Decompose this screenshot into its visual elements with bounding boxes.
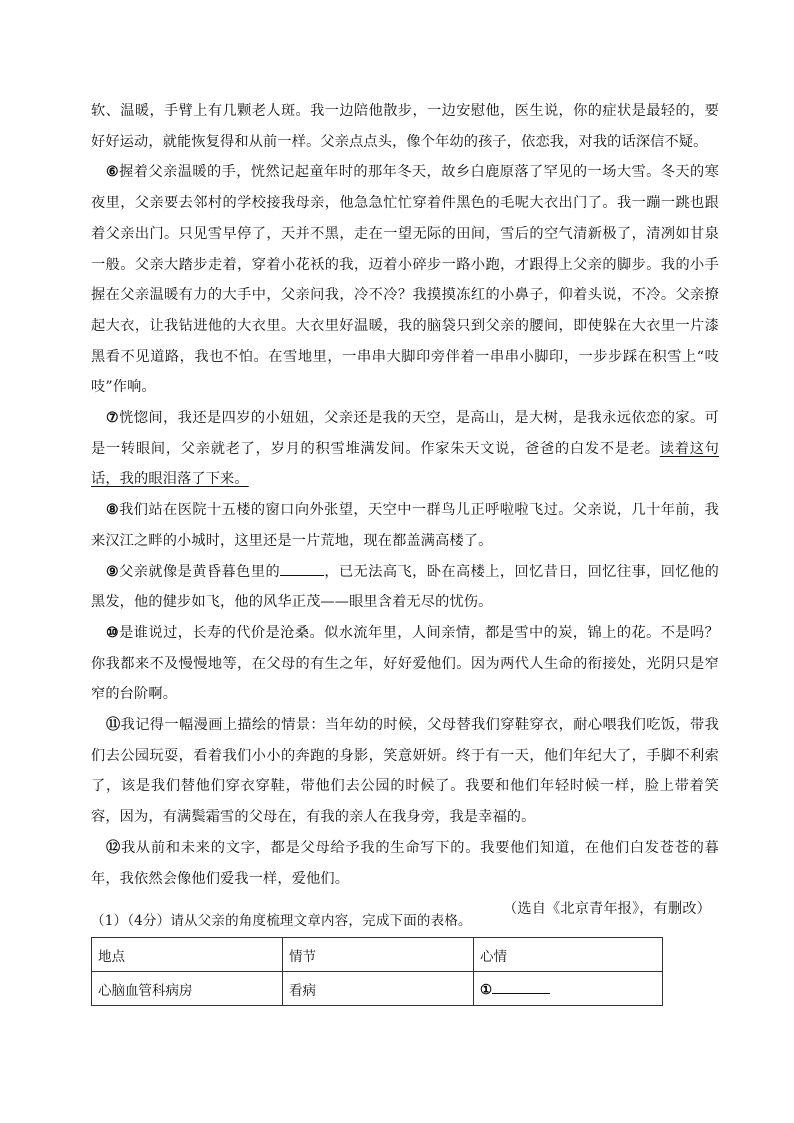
paragraph-9 xyxy=(91,557,719,618)
question-prompt: （1）（4分）请从父亲的角度梳理文章内容，完成下面的表格。 xyxy=(91,913,472,929)
underlined-sentence: 读着这句话，我的眼泪落了下来。 xyxy=(91,440,720,488)
paragraph-6 xyxy=(91,157,719,403)
table-cell-mood xyxy=(474,972,663,1006)
paragraph-text: 握着父亲温暖的手，恍然记起童年时的那年冬天，故乡白鹿原落了罕见的一场大雪。冬天的寒夜里，父亲要去邻村的学校接我母亲，他急急忙忙穿着件黑色的毛呢大衣出门了。我一蹦一跳也跟着父亲出门。只见雪早停了，天并不黑，走在一望无际的田间，雪后的空气清新极了，清冽如甘泉一般。父亲大踏步走着，穿着小花袄的我，迈着小碎步一路小跑，才跟得上父亲的脚步。我的小手握在父亲温暖有力的大手中，父亲问我，冷不冷？我摸摸冻红的小鼻子，仰着头说，不冷。父亲撩起大衣，让我钻进他的大衣里。大衣里好温暖，我的脑袋只到父亲的腰间，即使躲在大衣里一片漆黑看不见道路，我也不怕。在雪地里，一串串大脚印旁伴着一串串小脚印，一步步踩在积雪上“吱吱”作响。 xyxy=(91,164,719,396)
answer-table xyxy=(91,937,663,1006)
table-cell-place: 心脑血管科病房 xyxy=(92,972,283,1006)
paragraph-12 xyxy=(91,833,719,894)
paragraph-10 xyxy=(91,618,719,710)
paragraph-number: ⑩ xyxy=(106,624,120,641)
paragraph-text: 我从前和未来的文字，都是父母给予我的生命写下的。我要他们知道，在他们白发苍苍的暮年，我依然会像他们爱我一样，爱他们。 xyxy=(91,839,719,887)
paragraph-text: 我们站在医院十五楼的窗口向外张望，天空中一群鸟儿正呼啦啦飞过。父亲说，几十年前，我来汉江之畔的小城时，这里还是一片荒地，现在都盖满高楼了。 xyxy=(91,502,719,549)
paragraph-text: 是谁说过，长寿的代价是沧桑。似水流年里，人间亲情，都是雪中的炭，锦上的花。不是吗？你我都来不及慢慢地等，在父母的有生之年，好好爱他们。因为两代人生命的衔接处，光阴只是窄窄的台阶啊。 xyxy=(91,624,719,703)
answer-number: ① xyxy=(480,982,493,998)
paragraph-number: ⑪ xyxy=(106,717,121,734)
table-cell-plot: 看病 xyxy=(283,972,474,1006)
paragraph-text-before-blank: 父亲就像是黄昏暮色里的 xyxy=(119,563,281,580)
paragraph-number: ⑦ xyxy=(106,410,120,427)
article-body xyxy=(91,96,719,925)
paragraph-number: ⑫ xyxy=(106,839,121,856)
article-source: （选自《北京青年报》，有删改） xyxy=(503,901,711,918)
table-header-row xyxy=(92,938,663,972)
table-row xyxy=(92,972,663,1006)
paragraph-intro-line2: 动，就能恢复得和从前一样。父亲点点头，像个年幼的孩子，依恋我，对我的话深信不疑。 xyxy=(134,133,708,150)
paragraph-intro xyxy=(91,96,719,157)
table-header-cell: 地点 xyxy=(92,938,283,972)
paragraph-intro-line1: 软、温暖，手臂上有几颗老人斑。我一边陪他散步，一边安慰他，医生说，你的症状是最轻的，要好好运 xyxy=(91,103,719,150)
fill-in-blank[interactable] xyxy=(280,561,324,576)
answer-blank[interactable] xyxy=(492,979,550,994)
paragraph-text: 恍惚间，我还是四岁的小妞妞，父亲还是我的天空，是高山，是大树，是我永远依恋的家。可是一转眼间，父亲就老了，岁月的积雪堆满发间。作家朱天文说，爸爸的白发不是老。 xyxy=(91,410,719,457)
paragraph-number: ⑥ xyxy=(106,164,120,181)
paragraph-7 xyxy=(91,403,719,495)
paragraph-number: ⑨ xyxy=(106,563,120,580)
paragraph-8 xyxy=(91,495,719,556)
paragraph-text: 我记得一幅漫画上描绘的情景：当年幼的时候，父母替我们穿鞋穿衣，耐心喂我们吃饭，带我们去公园玩耍，看着我们小小的奔跑的身影，笑意妍妍。终于有一天，他们年纪大了，手脚不利索了，该是我们替他们穿衣穿鞋，带他们去公园的时候了。我要和他们年轻时候一样，脸上带着笑容，因为，有满鬓霜雪的父母在，有我的亲人在我身旁，我是幸福的。 xyxy=(91,717,719,826)
paragraph-11 xyxy=(91,710,719,833)
paragraph-text-after-blank: ，已无法高飞，卧在高楼上，回忆昔日，回忆往事，回忆他的黑发，他的健步如飞，他的风华正茂——眼里含着无尽的忧伤。 xyxy=(91,563,720,611)
table-header-cell: 情节 xyxy=(283,938,474,972)
table-header-cell: 心情 xyxy=(474,938,663,972)
paragraph-number: ⑧ xyxy=(106,502,120,519)
